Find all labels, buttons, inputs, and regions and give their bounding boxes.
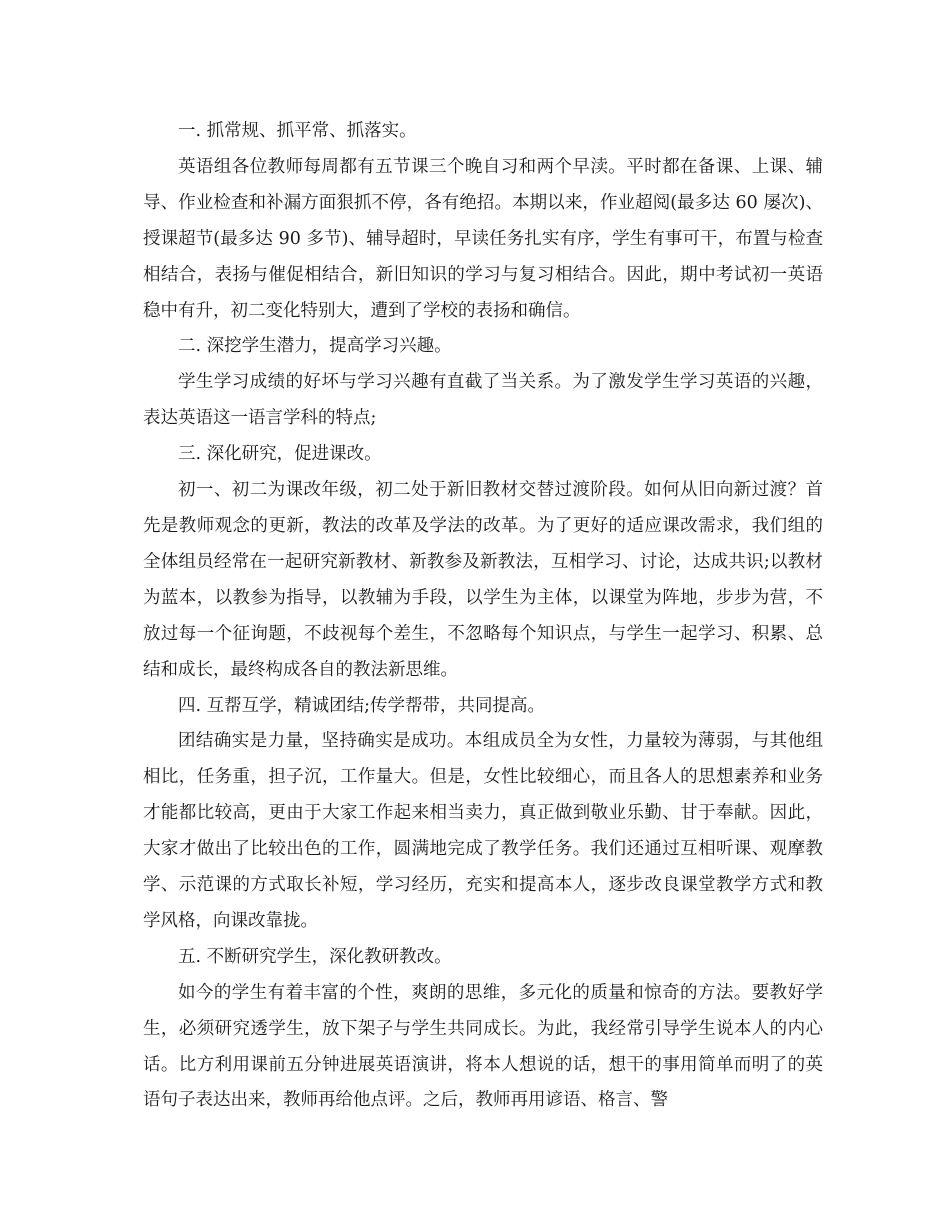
paragraph-5: 如今的学生有着丰富的个性，爽朗的思维，多元化的质量和惊奇的方法。要教好学生，必须研究透学生，放下架子与学生共同成长。为此，我经常引导学生说本人的内心话。比方利用课前五分钟进展英语演讲，将本人想说的话，想干的事用简单而明了的英语句子表达出来，教师再给他点评。之后，教师再用谚语、格言、警 — [143, 982, 823, 1111]
heading-4: 四. 互帮互学，精诚团结;传学帮带，共同提高。 — [178, 695, 546, 716]
paragraph-3: 初一、初二为课改年级，初二处于新旧教材交替过渡阶段。如何从旧向新过渡？首先是教师观念的更新，教法的改革及学法的改革。为了更好的适应课改需求，我们组的全体组员经常在一起研究新教材、新教参及新教法，互相学习、讨论，达成共识;以教材为蓝本，以教参为指导，以教辅为手段，以学生为主体，以课堂为阵地，步步为营，不放过每一个征询题，不歧视每个差生，不忽略每个知识点，与学生一起学习、积累、总结和成长，最终构成各自的教法新思维。 — [143, 480, 823, 680]
paragraph-1: 英语组各位教师每周都有五节课三个晚自习和两个早渎。平时都在备课、上课、辅导、作业检查和补漏方面狠抓不停，各有绝招。本期以来，作业超阅(最多达 60 屡次)、授课超节(最多达 90 多节)、辅导超时，早读任务扎实有序，学生有事可干，布置与检查相结合，表扬与催促相结合，新旧知识的学习与复习相结合。因此，期中考试初一英语稳中有升，初二变化特别大，遭到了学校的表扬和确信。 — [143, 156, 823, 321]
heading-3: 三. 深化研究，促进课改。 — [178, 444, 382, 465]
paragraph-4: 团结确实是力量，坚持确实是成功。本组成员全为女性，力量较为薄弱，与其他组相比，任务重，担子沉，工作量大。但是，女性比较细心，而且各人的思想素养和业务才能都比较高，更由于大家工作起来相当卖力，真正做到敬业乐勤、甘于奉献。因此，大家才做出了比较出色的工作，圆满地完成了教学任务。我们还通过互相听课、观摩教学、示范课的方式取长补短，学习经历，充实和提高本人，逐步改良课堂教学方式和教学风格，向课改靠拢。 — [143, 731, 823, 931]
heading-2: 二. 深挖学生潜力，提高学习兴趣。 — [178, 336, 452, 357]
paragraph-2: 学生学习成绩的好坏与学习兴趣有直截了当关系。为了激发学生学习英语的兴趣，表达英语这一语言学科的特点; — [143, 372, 823, 429]
heading-1: 一. 抓常规、抓平常、抓落实。 — [178, 121, 417, 141]
document-body — [143, 114, 823, 1119]
heading-5: 五. 不断研究学生，深化教研教改。 — [178, 946, 452, 967]
